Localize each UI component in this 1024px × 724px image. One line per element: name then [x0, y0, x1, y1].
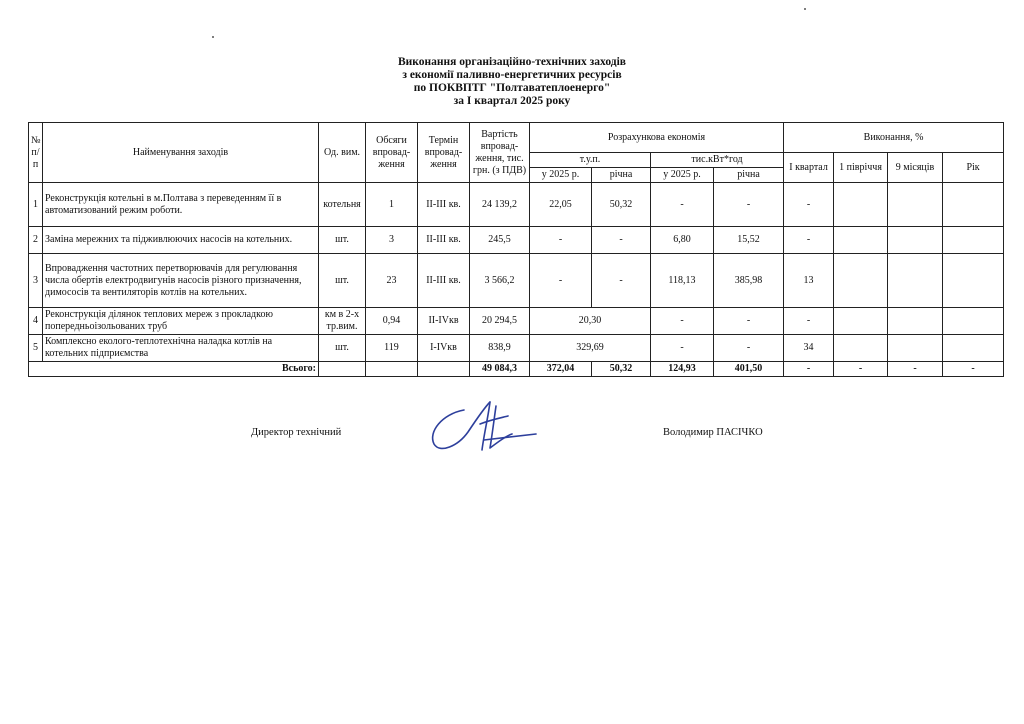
- row-kwh-2025: -: [651, 308, 714, 335]
- row-tup-annual: -: [592, 227, 651, 254]
- row-cost: 24 139,2: [470, 183, 530, 227]
- row-tup-2025: -: [530, 254, 592, 308]
- header-tup-annual: річна: [592, 168, 651, 183]
- row-term: ІІ-ІІІ кв.: [418, 183, 470, 227]
- header-h1: 1 півріччя: [834, 153, 888, 183]
- title-line-3: по ПОКВПТГ "Полтаватеплоенерго": [413, 82, 611, 94]
- row-h1: [834, 254, 888, 308]
- header-unit: Од. вим.: [319, 123, 366, 183]
- table-row: [29, 183, 1004, 227]
- row-volume: 1: [366, 183, 418, 227]
- row-q1: -: [784, 183, 834, 227]
- row-tup-merged: 20,30: [530, 308, 651, 335]
- total-label: Всього:: [29, 362, 319, 377]
- total-m9: -: [888, 362, 943, 377]
- row-name: Реконструкція ділянок теплових мереж з прокладкою попередньоізольованих труб: [43, 308, 319, 335]
- header-num: № п/п: [29, 123, 43, 183]
- title-line-2: з економії паливно-енергетичних ресурсів: [402, 69, 622, 81]
- row-cost: 838,9: [470, 335, 530, 362]
- total-year: -: [943, 362, 1004, 377]
- scan-speck: [804, 8, 806, 10]
- header-volume: Обсяги впровад-ження: [366, 123, 418, 183]
- scan-speck: [212, 36, 214, 38]
- total-q1: -: [784, 362, 834, 377]
- signature-image: [424, 398, 540, 456]
- row-name: Реконструкція котельні в м.Полтава з переведенням її в автоматизований режим роботи.: [43, 183, 319, 227]
- row-tup-merged: 329,69: [530, 335, 651, 362]
- row-volume: 3: [366, 227, 418, 254]
- total-kwh-2025: 124,93: [651, 362, 714, 377]
- total-volume: [366, 362, 418, 377]
- row-term: ІІ-ІІІ кв.: [418, 227, 470, 254]
- row-kwh-annual: -: [714, 183, 784, 227]
- row-cost: 20 294,5: [470, 308, 530, 335]
- row-cost: 245,5: [470, 227, 530, 254]
- row-year: [943, 308, 1004, 335]
- title-line-1: Виконання організаційно-технічних заходів: [398, 56, 626, 68]
- row-unit: котельня: [319, 183, 366, 227]
- header-row-1: [29, 123, 1004, 153]
- document-title: [0, 56, 1024, 108]
- row-volume: 119: [366, 335, 418, 362]
- signer-name: Володимир ПАСІЧКО: [663, 427, 763, 438]
- row-num: 3: [29, 254, 43, 308]
- total-tup-annual: 50,32: [592, 362, 651, 377]
- row-m9: [888, 227, 943, 254]
- header-m9: 9 місяців: [888, 153, 943, 183]
- row-num: 5: [29, 335, 43, 362]
- row-cost: 3 566,2: [470, 254, 530, 308]
- total-h1: -: [834, 362, 888, 377]
- header-execution: Виконання, %: [784, 123, 1004, 153]
- header-tup: т.у.п.: [530, 153, 651, 168]
- row-term: ІІ-ІVкв: [418, 308, 470, 335]
- row-year: [943, 227, 1004, 254]
- row-name: Комплексно еколого-теплотехнічна наладка котлів на котельних підприємства: [43, 335, 319, 362]
- row-kwh-annual: 385,98: [714, 254, 784, 308]
- total-tup-2025: 372,04: [530, 362, 592, 377]
- row-kwh-2025: 6,80: [651, 227, 714, 254]
- row-year: [943, 254, 1004, 308]
- table-row: [29, 254, 1004, 308]
- row-kwh-annual: 15,52: [714, 227, 784, 254]
- row-volume: 0,94: [366, 308, 418, 335]
- measures-table: [28, 122, 1004, 377]
- total-cost: 49 084,3: [470, 362, 530, 377]
- row-m9: [888, 254, 943, 308]
- row-year: [943, 335, 1004, 362]
- row-q1: -: [784, 308, 834, 335]
- row-kwh-annual: -: [714, 308, 784, 335]
- total-term: [418, 362, 470, 377]
- header-cost: Вартість впровад-ження, тис. грн. (з ПДВ): [470, 123, 530, 183]
- row-tup-annual: 50,32: [592, 183, 651, 227]
- table-row: [29, 227, 1004, 254]
- total-row: [29, 362, 1004, 377]
- row-volume: 23: [366, 254, 418, 308]
- row-q1: 34: [784, 335, 834, 362]
- row-h1: [834, 308, 888, 335]
- row-h1: [834, 183, 888, 227]
- table-row: [29, 308, 1004, 335]
- title-line-4: за І квартал 2025 року: [453, 95, 571, 107]
- row-unit: шт.: [319, 335, 366, 362]
- header-year: Рік: [943, 153, 1004, 183]
- row-h1: [834, 227, 888, 254]
- row-year: [943, 183, 1004, 227]
- row-num: 2: [29, 227, 43, 254]
- row-q1: 13: [784, 254, 834, 308]
- header-term: Термін впровад-ження: [418, 123, 470, 183]
- table-row: [29, 335, 1004, 362]
- row-tup-2025: -: [530, 227, 592, 254]
- header-name: Найменування заходів: [43, 123, 319, 183]
- header-kwh-annual: річна: [714, 168, 784, 183]
- row-name: Заміна мережних та підживлюючих насосів на котельних.: [43, 227, 319, 254]
- row-unit: шт.: [319, 254, 366, 308]
- row-term: І-ІVкв: [418, 335, 470, 362]
- row-unit: шт.: [319, 227, 366, 254]
- row-tup-2025: 22,05: [530, 183, 592, 227]
- header-kwh-2025: у 2025 р.: [651, 168, 714, 183]
- header-economy: Розрахункова економія: [530, 123, 784, 153]
- header-q1: І квартал: [784, 153, 834, 183]
- row-unit: км в 2-х тр.вим.: [319, 308, 366, 335]
- row-m9: [888, 335, 943, 362]
- row-num: 4: [29, 308, 43, 335]
- row-m9: [888, 183, 943, 227]
- row-num: 1: [29, 183, 43, 227]
- row-name: Впровадження частотних перетворювачів для регулювання числа обертів електродвигунів насосів різного призначення, димососів та вентиляторів котлів на котельних.: [43, 254, 319, 308]
- row-h1: [834, 335, 888, 362]
- row-kwh-2025: -: [651, 183, 714, 227]
- row-kwh-annual: -: [714, 335, 784, 362]
- total-unit: [319, 362, 366, 377]
- row-term: ІІ-ІІІ кв.: [418, 254, 470, 308]
- header-kwh: тис.кВт*год: [651, 153, 784, 168]
- total-kwh-annual: 401,50: [714, 362, 784, 377]
- signer-position: Директор технічний: [251, 427, 342, 438]
- header-tup-2025: у 2025 р.: [530, 168, 592, 183]
- row-m9: [888, 308, 943, 335]
- row-kwh-2025: -: [651, 335, 714, 362]
- row-tup-annual: -: [592, 254, 651, 308]
- row-kwh-2025: 118,13: [651, 254, 714, 308]
- row-q1: -: [784, 227, 834, 254]
